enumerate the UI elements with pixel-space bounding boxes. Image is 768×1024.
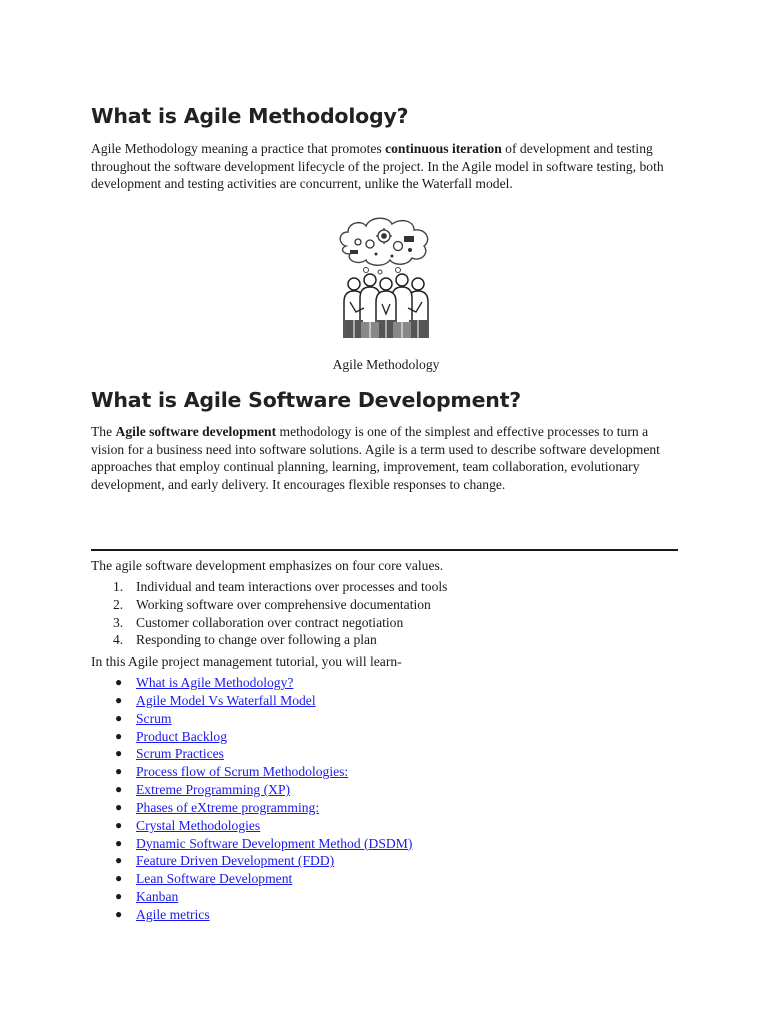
tutorial-contents-intro: In this Agile project management tutorial, you will learn- <box>91 654 402 669</box>
bullet-icon: ● <box>115 764 123 779</box>
bullet-icon: ● <box>115 799 123 814</box>
toc-item <box>115 692 412 710</box>
toc-link-kanban[interactable]: Kanban <box>136 889 179 905</box>
heading-what-is-agile-methodology: What is Agile Methodology? <box>91 104 409 128</box>
toc-item <box>115 763 412 781</box>
intro-paragraph <box>91 140 681 193</box>
bullet-icon: ● <box>115 871 123 886</box>
team-brainstorm-illustration <box>336 214 436 342</box>
toc-link-fdd[interactable]: Feature Driven Development (FDD) <box>136 853 335 869</box>
core-value-text: Customer collaboration over contract negotiation <box>136 614 404 630</box>
toc-item <box>115 870 412 888</box>
list-number: 4. <box>113 632 124 648</box>
bullet-icon: ● <box>115 853 123 868</box>
bullet-icon: ● <box>115 782 123 797</box>
definition-text-start: The <box>91 424 116 439</box>
toc-item <box>115 817 412 835</box>
list-number: 2. <box>113 596 124 612</box>
core-value-text: Working software over comprehensive documentation <box>136 596 431 612</box>
toc-link-agile-metrics[interactable]: Agile metrics <box>136 906 210 922</box>
core-value-text: Responding to change over following a plan <box>136 632 377 648</box>
toc-item <box>115 799 412 817</box>
definition-bold-term: Agile software development <box>115 424 277 439</box>
toc-link-crystal[interactable]: Crystal Methodologies <box>136 817 261 833</box>
toc-item <box>115 745 412 763</box>
list-number: 1. <box>113 579 124 594</box>
core-value-item <box>113 631 447 649</box>
toc-link-phases-xp[interactable]: Phases of eXtreme programming: <box>136 799 320 815</box>
toc-item <box>115 728 412 746</box>
toc-link-dsdm[interactable]: Dynamic Software Development Method (DSDM) <box>136 835 413 851</box>
toc-item <box>115 888 412 906</box>
toc-link-scrum[interactable]: Scrum <box>136 710 172 726</box>
core-value-item <box>113 596 447 614</box>
intro-bold-term: continuous iteration <box>385 141 502 156</box>
toc-link-product-backlog[interactable]: Product Backlog <box>136 728 227 744</box>
bullet-icon: ● <box>115 692 123 707</box>
bullet-icon: ● <box>115 817 123 832</box>
core-values-intro: The agile software development emphasizes on four core values. <box>91 558 444 573</box>
toc-link-extreme-programming[interactable]: Extreme Programming (XP) <box>136 782 291 798</box>
bullet-icon: ● <box>115 710 123 725</box>
toc-item <box>115 906 412 924</box>
agile-methodology-figure <box>91 214 681 374</box>
toc-link-what-is-agile-methodology[interactable]: What is Agile Methodology? <box>136 675 294 690</box>
bullet-icon: ● <box>115 906 123 921</box>
toc-item <box>115 852 412 870</box>
toc-link-scrum-practices[interactable]: Scrum Practices <box>136 746 224 762</box>
bullet-icon: ● <box>115 675 123 689</box>
bullet-icon: ● <box>115 835 123 850</box>
intro-text-start: Agile Methodology meaning a practice that promotes <box>91 141 386 156</box>
toc-link-agile-vs-waterfall[interactable]: Agile Model Vs Waterfall Model <box>136 692 316 708</box>
toc-item <box>115 710 412 728</box>
heading-what-is-agile-software-development: What is Agile Software Development? <box>91 388 521 412</box>
bullet-icon: ● <box>115 728 123 743</box>
intro-text-end: of development and testing throughout the software development lifecycle of the project. In the Agile model in software testing, both development and testing activities are concurrent, unlike the Waterfall model. <box>91 141 664 192</box>
core-values-list <box>91 578 447 649</box>
definition-paragraph <box>91 423 681 493</box>
horizontal-divider <box>91 549 678 551</box>
toc-link-lean[interactable]: Lean Software Development <box>136 871 293 887</box>
tutorial-contents-list <box>91 674 412 924</box>
toc-link-process-flow-scrum[interactable]: Process flow of Scrum Methodologies: <box>136 764 349 780</box>
toc-item <box>115 835 413 853</box>
definition-text-end: methodology is one of the simplest and effective processes to turn a vision for a business need into software solutions. Agile is a term used to describe software development approaches that employ continual planning, learning, improvement, team collaboration, evolutionary development, and early delivery. It encourages flexible responses to change. <box>91 424 660 492</box>
core-value-text: Individual and team interactions over processes and tools <box>136 579 448 594</box>
toc-item <box>115 781 412 799</box>
list-number: 3. <box>113 614 124 630</box>
core-value-item <box>113 614 447 632</box>
bullet-icon: ● <box>115 889 123 904</box>
bullet-icon: ● <box>115 746 123 761</box>
figure-caption: Agile Methodology <box>332 357 440 372</box>
core-value-item <box>113 578 448 596</box>
toc-item <box>115 674 412 692</box>
